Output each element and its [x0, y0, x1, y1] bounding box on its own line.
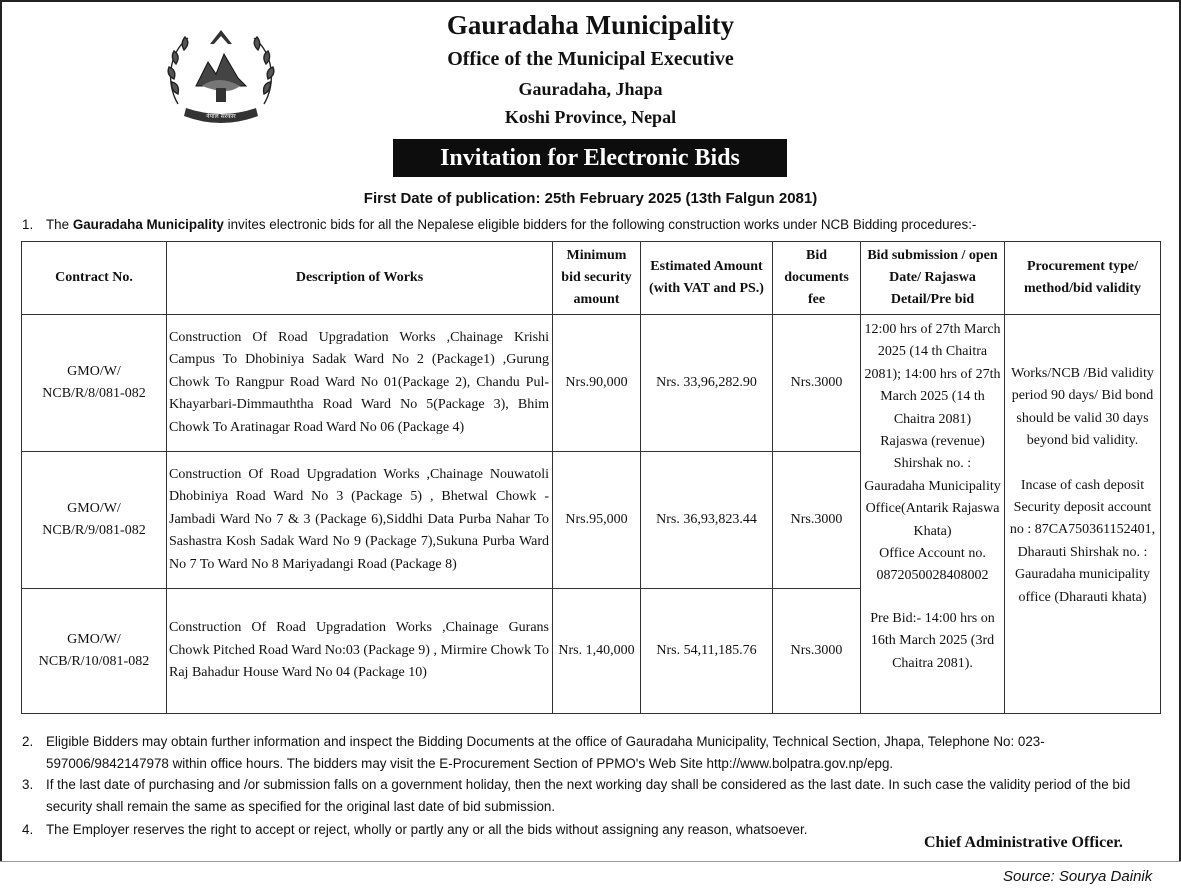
- fee-cell: Nrs.3000: [773, 315, 861, 452]
- table-row: [22, 315, 1161, 452]
- procurement-cell: [1005, 315, 1161, 714]
- source-credit: Source: Sourya Dainik: [1003, 868, 1153, 885]
- paragraph-4: [22, 819, 896, 841]
- security-cell: Nrs. 1,40,000: [553, 589, 641, 714]
- emblem-caption: नेपाल सरकार: [206, 113, 236, 120]
- estimate-cell: Nrs. 54,11,185.76: [641, 589, 773, 714]
- publication-date: First Date of publication: 25th February 2025 (13th Falgun 2081): [363, 190, 818, 207]
- paragraph-text: If the last date of purchasing and /or submission falls on a government holiday, then the next working day shall be considered as the last date. In such case the validity period of the bid security shall remain the same as specified for the original last date of bid submission.: [46, 777, 1131, 814]
- header-procurement-type: Procurement type/ method/bid validity: [1005, 242, 1161, 315]
- contract-no-cell: GMO/W/ NCB/R/8/081-082: [22, 315, 167, 452]
- prebid-detail: Pre Bid:- 14:00 hrs on 16th March 2025 (3rd Chaitra 2081).: [870, 610, 995, 671]
- paragraph-number: 2.: [22, 734, 34, 749]
- submission-dates: 12:00 hrs of 27th March 2025 (14 th Chaitra 2081); 14:00 hrs of 27th March 2025 (14 th Chaitra 2081): [864, 322, 1001, 427]
- signature-line: Chief Administrative Officer.: [924, 834, 1123, 851]
- description-cell: Construction Of Road Upgradation Works ,Chainage Nouwatoli Dhobiniya Road Ward No 3 (Package 5) , Bhetwal Chowk -Jambadi Ward No 7 & 3 (Package 6),Siddhi Data Purba Nahar To Sashastra Kosh Sadak Ward No 9 (Package 7),Sukuna Purba Ward No 7 To Ward No 8 Mariyadangi Road (Package 8): [167, 452, 553, 589]
- paragraph-1: [22, 214, 1166, 236]
- estimate-cell: Nrs. 36,93,823.44: [641, 452, 773, 589]
- paragraph-bold-name: Gauradaha Municipality: [72, 217, 224, 232]
- header-bid-submission: Bid submission / open Date/ Rajaswa Detail/Pre bid: [861, 242, 1005, 315]
- contract-no-cell: GMO/W/ NCB/R/10/081-082: [22, 589, 167, 714]
- header-bid-security: Minimum bid security amount: [553, 242, 641, 315]
- paragraph-text: Eligible Bidders may obtain further information and inspect the Bidding Documents at the office of Gauradaha Municipality, Technical Section, Jhapa, Telephone No: 023-597006/9842147978 within office hours. The bidders may visit the E-Procurement Section of PPMO's Web Site http://www.bolpatra.gov.np/epg.: [46, 734, 1045, 771]
- frame-top-border: [0, 0, 1181, 2]
- paragraph-number: 4.: [22, 822, 34, 837]
- table-header-row: [22, 242, 1161, 315]
- paragraph-prefix: The: [46, 217, 70, 232]
- paragraph-number: 3.: [22, 777, 34, 792]
- header-contract-no: Contract No.: [22, 242, 167, 315]
- account-label: Office Account no.: [879, 546, 986, 562]
- location-line: Gauradaha, Jhapa: [518, 79, 663, 99]
- contract-no-cell: GMO/W/ NCB/R/9/081-082: [22, 452, 167, 589]
- paragraph-text: invites electronic bids for all the Nepalese eligible bidders for the following construction works under NCB Bidding procedures:-: [227, 217, 977, 232]
- frame-bottom-border: [0, 861, 1181, 862]
- security-cell: Nrs.95,000: [553, 452, 641, 589]
- bid-validity: Works/NCB /Bid validity period 90 days/ Bid bond should be valid 30 days beyond bid validity.: [1011, 366, 1154, 449]
- description-cell: Construction Of Road Upgradation Works ,Chainage Gurans Chowk Pitched Road Ward No:03 (Package 9) , Mirmire Chowk To Raj Bahadur House Ward No 04 (Package 10): [167, 589, 553, 714]
- security-cell: Nrs.90,000: [553, 315, 641, 452]
- rajaswa-detail: Rajaswa (revenue) Shirshak no. : Gauradaha Municipality Office(Antarik Rajaswa Khata): [864, 434, 1001, 539]
- fee-cell: Nrs.3000: [773, 452, 861, 589]
- header-estimated-amount: Estimated Amount (with VAT and PS.): [641, 242, 773, 315]
- municipality-title: Gauradaha Municipality: [446, 10, 735, 40]
- description-cell: Construction Of Road Upgradation Works ,Chainage Krishi Campus To Dhobiniya Sadak Ward No 2 (Package1) ,Gurung Chowk To Rangpur Road Ward No 01(Package 2), Chandu Pul-Khayarbari-Dimmauththa Road Ward No 5(Package 3), Bhim Chowk To Aratinagar Road Ward No 06 (Package 4): [167, 315, 553, 452]
- invitation-banner: Invitation for Electronic Bids: [393, 139, 787, 177]
- frame-left-border: [0, 0, 2, 862]
- paragraph-2: [22, 731, 1166, 774]
- fee-cell: Nrs.3000: [773, 589, 861, 714]
- account-number: 0872050028408002: [876, 568, 989, 584]
- bids-table: [21, 241, 1161, 714]
- cash-deposit-detail: Incase of cash deposit Security deposit account no : 87CA750361152401, Dharauti Shirshak no. : Gauradaha municipality office (Dharauti khata): [1009, 477, 1156, 605]
- paragraph-number: 1.: [22, 217, 34, 232]
- office-title: Office of the Municipal Executive: [447, 48, 734, 70]
- estimate-cell: Nrs. 33,96,282.90: [641, 315, 773, 452]
- paragraph-3: [22, 774, 1166, 817]
- header-document-fee: Bid documents fee: [773, 242, 861, 315]
- header-description: Description of Works: [167, 242, 553, 315]
- paragraph-text: The Employer reserves the right to accept or reject, wholly or partly any or all the bids without assigning any reason, whatsoever.: [46, 822, 808, 837]
- province-line: Koshi Province, Nepal: [504, 107, 677, 127]
- submission-cell: [861, 315, 1005, 714]
